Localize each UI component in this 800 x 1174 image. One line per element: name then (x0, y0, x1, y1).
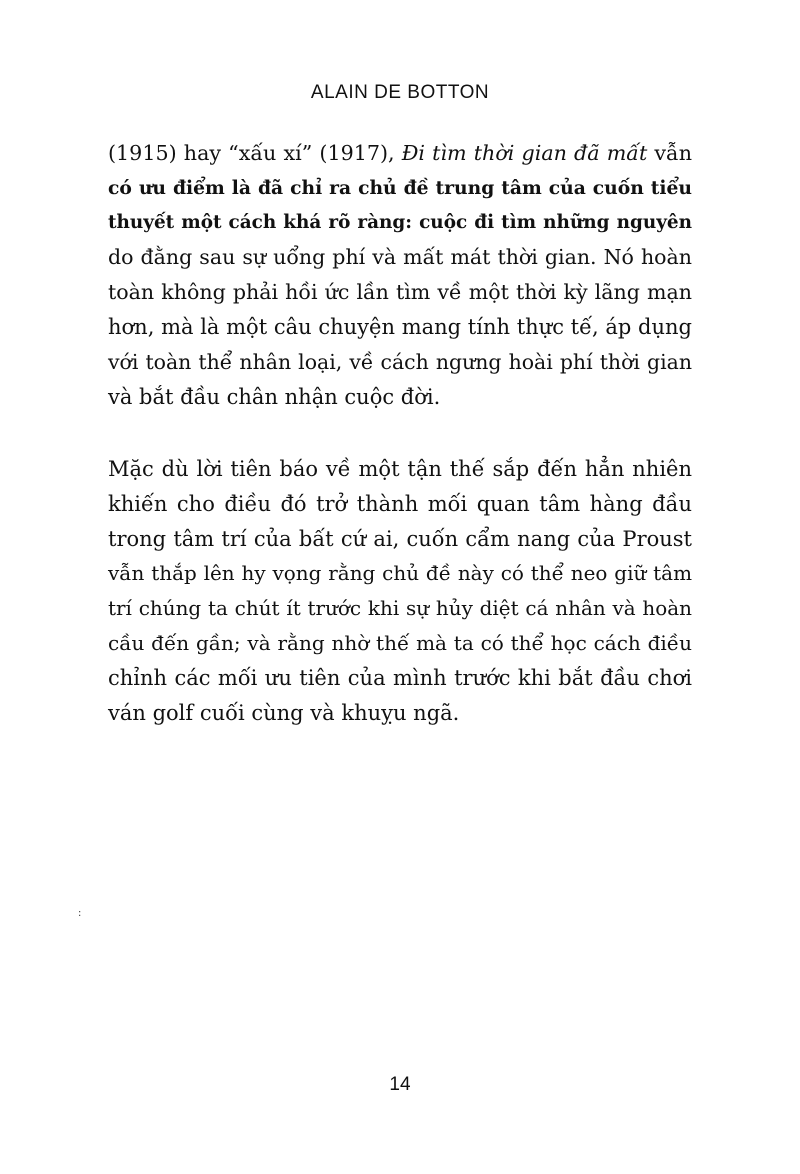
text-line: Mặc dù lời tiên báo về một tận thế sắp đến hẳn nhiên (108, 457, 692, 481)
text-line: toàn không phải hồi ức lần tìm về một thời kỳ lãng mạn (108, 280, 692, 305)
text-line: chỉnh các mối ưu tiên của mình trước khi bắt đầu chơi (108, 665, 692, 690)
page-number: 14 (389, 1074, 411, 1095)
text-line: với toàn thể nhân loại, về cách ngưng hoài phí thời gian (108, 349, 692, 374)
text-line: trong tâm trí của bất cứ ai, cuốn cẩm nang của Proust (108, 526, 692, 551)
text-line: cầu đến gần; và rằng nhờ thế mà ta có thể học cách điều (108, 630, 692, 655)
text-line: có ưu điểm là đã chỉ ra chủ đề trung tâm của cuốn tiểu (108, 176, 692, 199)
text-line: trí chúng ta chút ít trước khi sự hủy diệt cá nhân và hoàn (108, 596, 692, 621)
text-line: thuyết một cách khá rõ ràng: cuộc đi tìm những nguyên (108, 211, 692, 233)
text-line: hơn, mà là một câu chuyện mang tính thực tế, áp dụng (108, 314, 692, 339)
text-run: (1915) hay “xấu xí” (1917), (108, 141, 402, 165)
text-line: ván golf cuối cùng và khuỵu ngã. (108, 700, 460, 725)
paragraph-2 (108, 452, 692, 730)
text-line: và bắt đầu chân nhận cuộc đời. (108, 384, 441, 409)
stray-mark: : (78, 908, 82, 919)
text-line: khiến cho điều đó trở thành mối quan tâm hàng đầu (108, 491, 692, 516)
text-line: do đằng sau sự uổng phí và mất mát thời gian. Nó hoàn (108, 245, 692, 270)
paragraph-1 (108, 136, 692, 414)
book-title: Đi tìm thời gian đã mất (401, 141, 648, 165)
text-run: vẫn (647, 141, 692, 165)
text-line (108, 136, 692, 171)
text-line: vẫn thắp lên hy vọng rằng chủ đề này có thể neo giữ tâm (108, 561, 692, 586)
running-header: ALAIN DE BOTTON (310, 82, 490, 103)
